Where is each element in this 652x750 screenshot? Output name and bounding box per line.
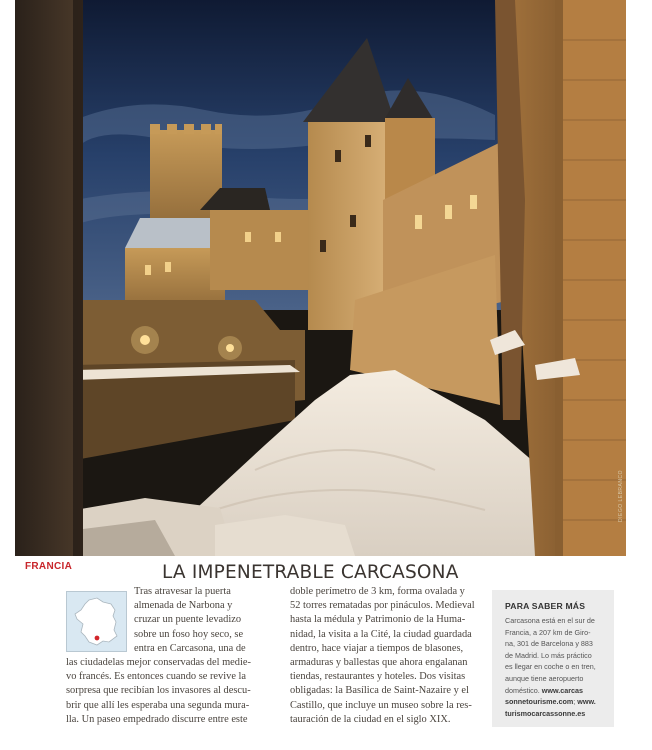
body-line: Castillo, que incluye un museo sobre la res- — [290, 699, 472, 711]
body-line: lla. Un paseo empedrado discurre entre este — [66, 713, 248, 725]
sidebar-text-domestic: doméstico. — [505, 685, 540, 695]
sidebar-line-links — [505, 696, 596, 708]
sidebar-line: na, 301 de Barcelona y 883 — [505, 639, 593, 649]
article-headline: LA IMPENETRABLE CARCASONA — [162, 562, 459, 583]
body-line: Tras atravesar la puerta — [134, 586, 231, 597]
body-line: nidad, la visita a la Cité, la ciudad guardada — [290, 628, 472, 640]
body-line: tiendas, restaurantes y hoteles. Dos visitas — [290, 671, 466, 683]
map-pin-icon — [95, 636, 100, 641]
sidebar-line: aunque tiene aeropuerto — [505, 673, 584, 683]
body-line: entra en Carcasona, una de — [134, 642, 246, 654]
body-line: armaduras y ballestas que ahora engalanan — [290, 656, 468, 668]
hero-photo — [15, 0, 626, 556]
sidebar-line: es llegar en coche o en tren, — [505, 662, 596, 672]
sidebar-line: de Madrid. Lo más práctico — [505, 650, 592, 660]
sidebar-line-links — [505, 708, 596, 720]
sidebar-line: Francia, a 207 km de Giro- — [505, 627, 591, 637]
tourism-link-2[interactable]: www. — [577, 697, 596, 707]
body-line: almenada de Narbona y — [134, 600, 233, 612]
body-line: cruzar un puente levadizo — [134, 614, 242, 626]
body-line: sorpresa que recibían los invasores al descu- — [66, 685, 251, 697]
body-line: doble perímetro de 3 km, forma ovalada y — [290, 586, 465, 597]
article-column-1 — [66, 656, 268, 727]
link-separator: ; — [573, 697, 578, 707]
body-line: las ciudadelas mejor conservadas del medie- — [66, 657, 251, 668]
body-line: 52 torres rematadas por pináculos. Medieval — [290, 600, 475, 612]
tourism-link-2-cont[interactable]: turismocarcassonne.es — [505, 708, 586, 718]
body-line: tauración de la ciudad en el siglo XIX. — [290, 713, 451, 725]
sidebar-text — [505, 615, 596, 719]
info-sidebar — [492, 590, 614, 727]
sidebar-title: PARA SABER MÁS — [505, 601, 586, 611]
citadel-photo-illustration — [15, 0, 626, 556]
sidebar-line-links — [505, 685, 596, 697]
body-line: obligadas: la Basílica de Saint-Nazaire y el — [290, 685, 469, 697]
france-map-icon — [66, 591, 127, 652]
france-map-shape — [67, 592, 126, 651]
body-line: sobre un foso hoy seco, se — [134, 628, 244, 640]
body-line: brir que allí les esperaba una segunda mura- — [66, 699, 250, 711]
section-label: FRANCIA — [25, 561, 73, 572]
sidebar-line: Carcasona está en el sur de — [505, 616, 595, 625]
article-column-2 — [290, 585, 480, 727]
body-line: hasta la médula y Patrimonio de la Huma- — [290, 614, 466, 626]
photo-credit: DIEGO LEBRANCO — [618, 470, 624, 523]
article-column-1-intro — [134, 585, 268, 656]
body-line: vo francés. Es entonces cuando se revive la — [66, 671, 247, 683]
tourism-link-1[interactable]: www.carcas — [541, 685, 584, 695]
body-line: dentro, hace viajar a tiempos de blasones, — [290, 642, 464, 654]
tourism-link-1-cont[interactable]: sonnetourisme.com — [505, 697, 574, 707]
